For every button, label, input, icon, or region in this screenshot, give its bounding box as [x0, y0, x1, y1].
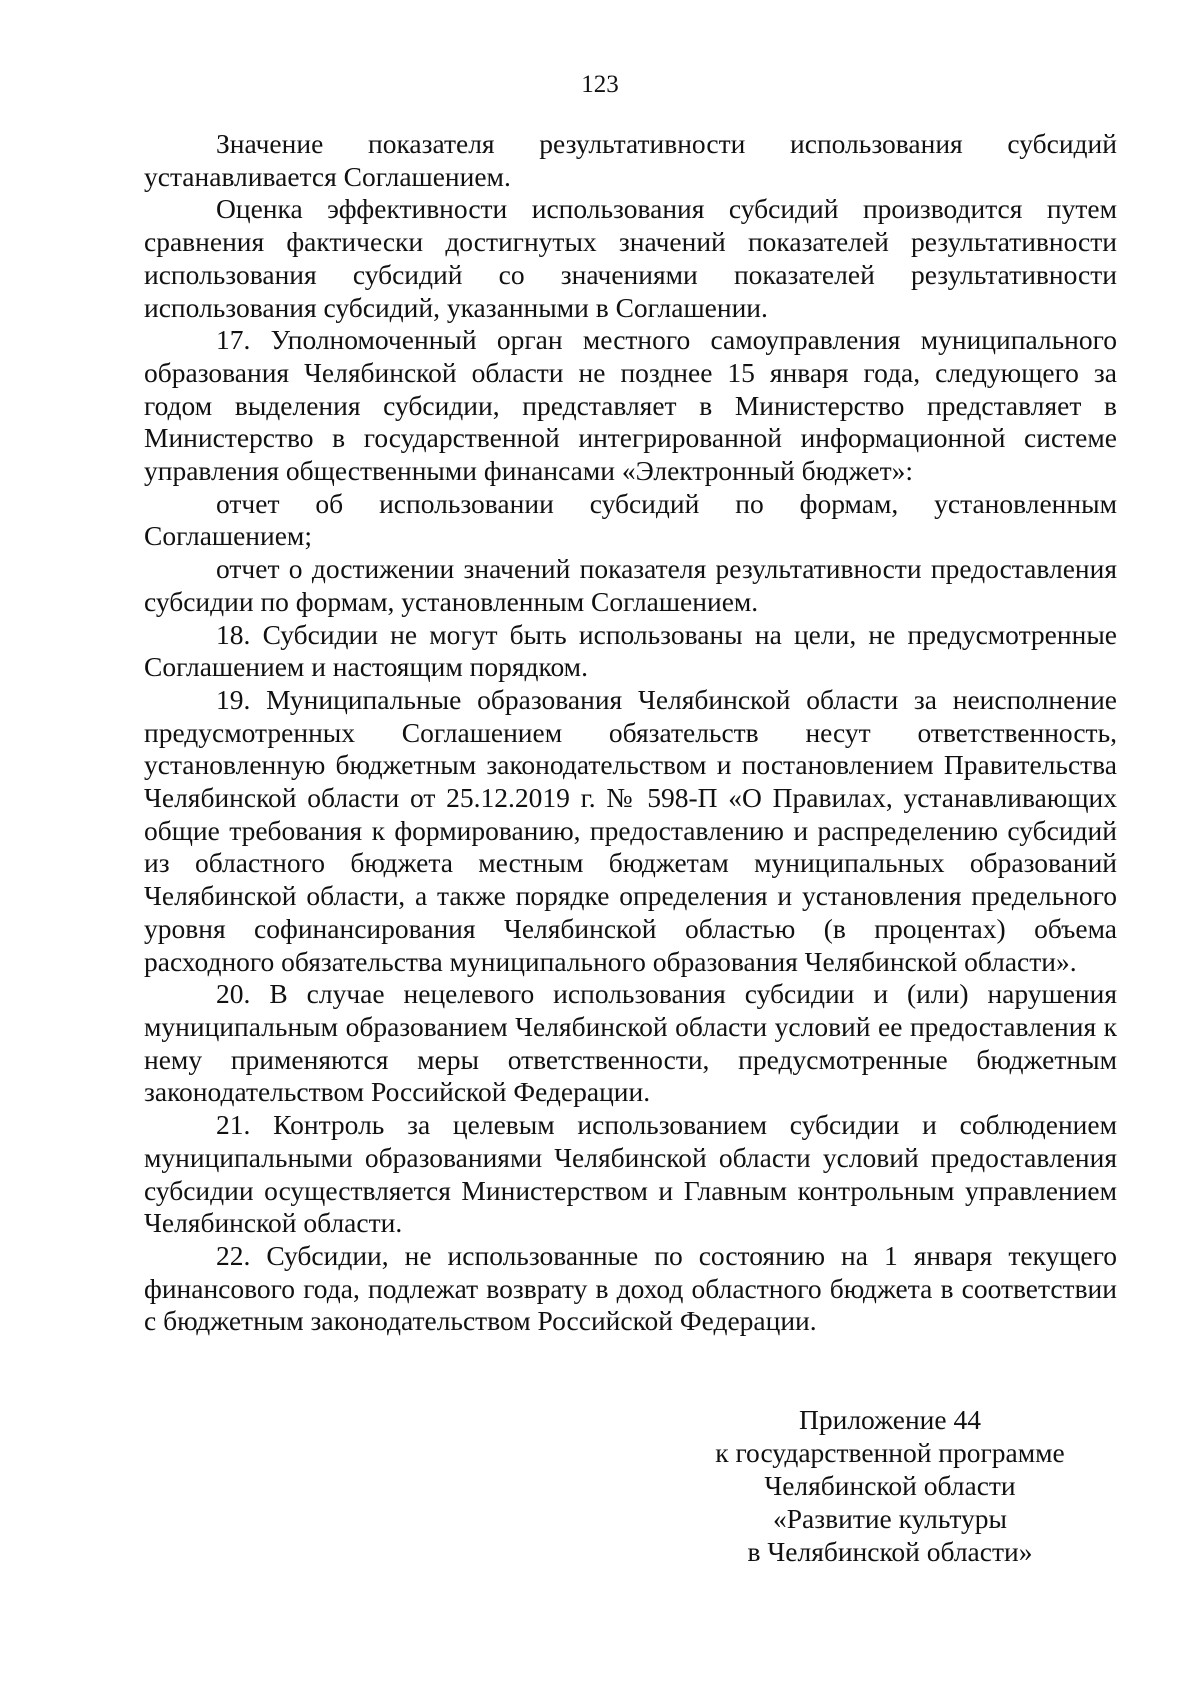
- appendix-heading: [700, 1403, 1080, 1568]
- paragraph-efficiency-assessment: Оценка эффективности использования субсидий производится путем сравнения фактически достигнутых значений показателей результативности использования субсидий со значениями показателей результативности использования субсидий, указанными в Соглашении.: [144, 193, 1117, 323]
- page-number: 123: [581, 71, 619, 98]
- appendix-line-program: к государственной программе: [715, 1437, 1065, 1468]
- paragraph-21-control: 21. Контроль за целевым использованием субсидии и соблюдением муниципальными образованиями Челябинской области условий предоставления субсидии осуществляется Министерством и Главным контрольным управлением Челябинской области.: [144, 1109, 1117, 1239]
- paragraph-indicator-value: Значение показателя результативности использования субсидий устанавливается Соглашением.: [144, 128, 1117, 192]
- paragraph-18-purpose: 18. Субсидии не могут быть использованы на цели, не предусмотренные Соглашением и настоящим порядком.: [144, 618, 1117, 683]
- paragraph-20-misuse: 20. В случае нецелевого использования субсидии и (или) нарушения муниципальным образованием Челябинской области условий ее предоставления к нему применяются меры ответственности, предусмотренные бюджетным законодательством Российской Федерации.: [144, 978, 1117, 1108]
- document-body: [144, 128, 1117, 1338]
- paragraph-report-usage: отчет об использовании субсидий по формам, установленным Соглашением;: [144, 487, 1117, 552]
- appendix-line-region: Челябинской области: [764, 1470, 1016, 1501]
- appendix-line-program-name: «Развитие культуры: [773, 1503, 1007, 1534]
- appendix-line-program-name-end: в Челябинской области»: [747, 1536, 1033, 1567]
- paragraph-17-reporting: 17. Уполномоченный орган местного самоуправления муниципального образования Челябинской области не позднее 15 января года, следующего за годом выделения субсидии, представляет в Министерство представляет в Министерство в государственной интегрированной информационной системе управления общественными финансами «Электронный бюджет»:: [144, 324, 1117, 487]
- paragraph-19-responsibility: 19. Муниципальные образования Челябинской области за неисполнение предусмотренных Соглашением обязательств несут ответственность, установленную бюджетным законодательством и постановлением Правительства Челябинской области от 25.12.2019 г. № 598-П «О Правилах, устанавливающих общие требования к формированию, предоставлению и распределению субсидий из областного бюджета местным бюджетам муниципальных образований Челябинской области, а также порядке определения и установления предельного уровня софинансирования Челябинской областью (в процентах) объема расходного обязательства муниципального образования Челябинской области».: [144, 683, 1117, 977]
- appendix-title: Приложение 44: [799, 1404, 981, 1435]
- paragraph-22-return: 22. Субсидии, не использованные по состоянию на 1 января текущего финансового года, подлежат возврату в доход областного бюджета в соответствии с бюджетным законодательством Российской Федерации.: [144, 1239, 1117, 1337]
- paragraph-report-achievement: отчет о достижении значений показателя результативности предоставления субсидии по формам, установленным Соглашением.: [144, 553, 1117, 617]
